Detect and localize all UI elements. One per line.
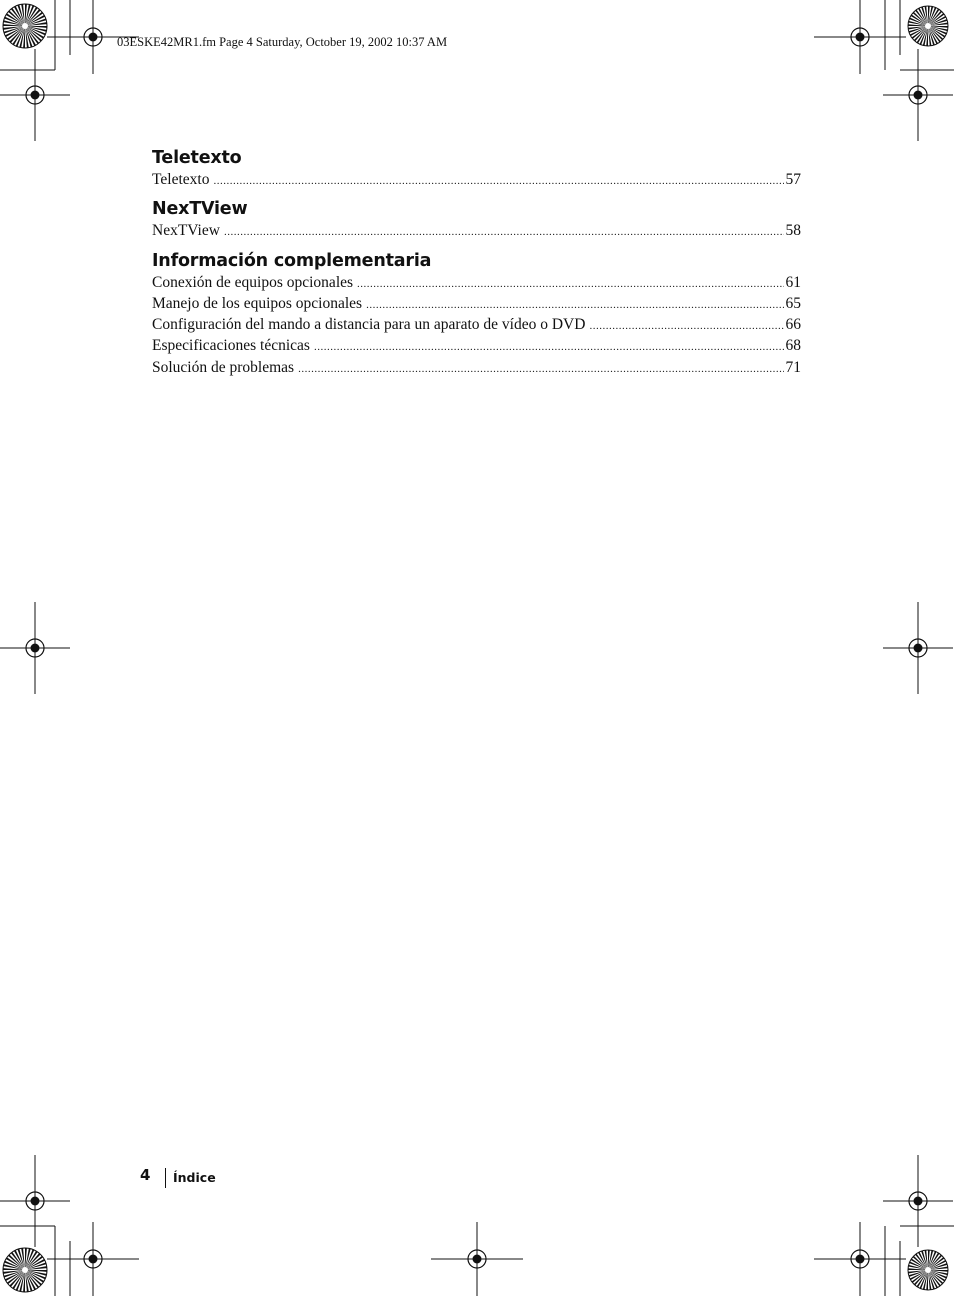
toc-entry-label: NexTView	[152, 222, 220, 240]
toc-entry-label: Configuración del mando a distancia para un aparato de vídeo o DVD	[152, 316, 586, 334]
dot-leader	[213, 171, 783, 191]
toc-entry[interactable]	[152, 273, 801, 294]
toc-section-informacion-complementaria	[152, 249, 801, 379]
starburst-center	[925, 1267, 931, 1273]
section-title: Teletexto	[152, 148, 242, 168]
starburst-center	[22, 1267, 28, 1273]
table-of-contents	[152, 146, 801, 385]
dot-leader	[366, 295, 783, 315]
toc-entry-label: Especificaciones técnicas	[152, 337, 310, 355]
file-info-header: 03ESKE42MR1.fm Page 4 Saturday, October 19, 2002 10:37 AM	[117, 35, 448, 49]
toc-entry-page: 65	[785, 294, 801, 312]
footer-divider	[165, 1168, 166, 1188]
toc-section-nextview	[152, 197, 801, 242]
toc-entry-page: 58	[785, 222, 801, 240]
starburst-center	[925, 23, 931, 29]
footer-section-label: Índice	[173, 1170, 216, 1185]
toc-entry[interactable]	[152, 315, 801, 336]
dot-leader	[314, 337, 784, 357]
dot-leader	[224, 222, 784, 242]
section-title: NexTView	[152, 199, 248, 220]
toc-entry-label: Conexión de equipos opcionales	[152, 273, 354, 291]
toc-entry[interactable]	[152, 221, 801, 242]
starburst-center	[22, 23, 28, 29]
toc-entry-page: 66	[785, 316, 801, 334]
toc-entry-page: 57	[785, 171, 801, 188]
dot-leader	[589, 316, 783, 336]
toc-entry-page: 71	[785, 358, 801, 376]
toc-entry-label: Teletexto	[152, 171, 210, 188]
toc-entry-label: Solución de problemas	[152, 358, 295, 376]
section-title: Información complementaria	[152, 250, 432, 271]
dot-leader	[357, 274, 783, 294]
toc-entry[interactable]	[152, 336, 801, 357]
toc-entry[interactable]	[152, 294, 801, 315]
toc-section-teletexto	[152, 146, 801, 191]
toc-entry-page: 61	[785, 273, 801, 291]
toc-entry[interactable]	[152, 170, 801, 191]
dot-leader	[298, 359, 783, 379]
toc-entry-label: Manejo de los equipos opcionales	[152, 294, 363, 312]
page-number: 4	[140, 1166, 151, 1184]
toc-entry[interactable]	[152, 358, 801, 379]
toc-entry-page: 68	[785, 337, 801, 355]
